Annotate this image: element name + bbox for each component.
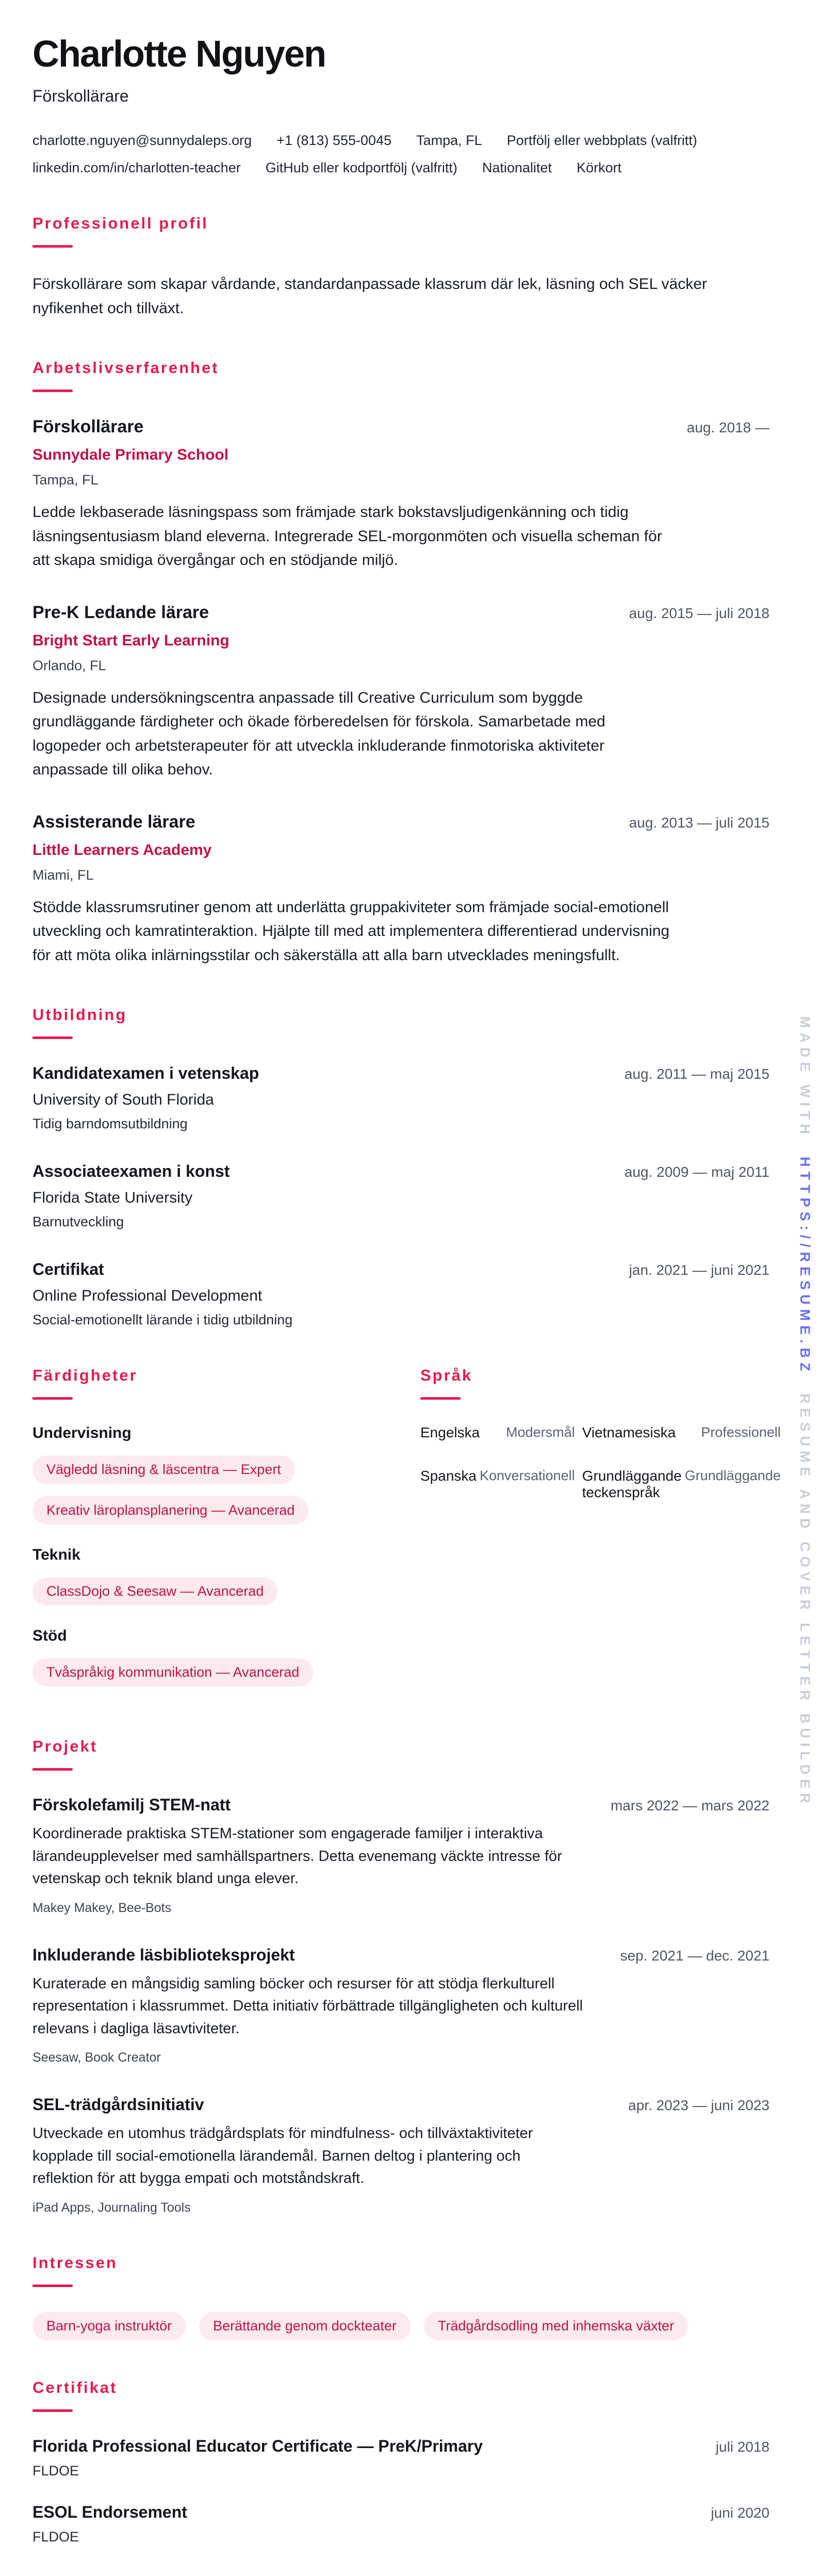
skill-group <box>32 1546 388 1606</box>
contact-row-2 <box>32 160 769 176</box>
project-tools: iPad Apps, Journaling Tools <box>32 2200 191 2215</box>
job-description: Designade undersökningscentra anpassade till Creative Curriculum som byggde grundläggande färdigheter och ökade förberedelsen för förskola. Samarbetade med logopeder och arbetsterapeuter för att utveckla inkluderande finmotoriska aktiviteter anpassade till olika behov. <box>32 689 605 778</box>
job-location: Miami, FL <box>32 867 94 883</box>
project-description: Koordinerade praktiska STEM-stationer som engagerade familjer i interaktiva lärandeupplevelser med samhällspartners. Detta evenemang väckte intresse för vetenskap och teknik bland unga elever. <box>32 1825 562 1887</box>
watermark-made-with: MADE WITH <box>797 1016 813 1139</box>
skill-pill: Vägledd läsning & läscentra — Expert <box>32 1455 295 1484</box>
project-title: Förskolefamilj STEM-natt <box>32 1795 231 1814</box>
project-dates: mars 2022 — mars 2022 <box>610 1797 769 1813</box>
section-rule <box>32 245 73 248</box>
project-dates: apr. 2023 — juni 2023 <box>628 2097 769 2113</box>
job-company-link[interactable]: Sunnydale Primary School <box>32 446 229 463</box>
certificate-name: Florida Professional Educator Certificate — PreK/Primary <box>32 2436 483 2455</box>
certificate-issuer: FLDOE <box>32 2529 79 2545</box>
job-company-link[interactable]: Bright Start Early Learning <box>32 631 230 649</box>
section-profile <box>32 214 769 320</box>
project-description: Utveckade en utomhus trädgårdsplats för mindfulness- och tillväxtaktiviteter kopplade till social-emotionella lärandemål. Barnen deltog i plantering och reflektion för att bygga empati och motståndskraft. <box>32 2125 533 2186</box>
watermark-tagline: RESUME AND COVER LETTER BUILDER <box>797 1393 813 1808</box>
degree-title: Associateexamen i konst <box>32 1162 230 1180</box>
location-text: Tampa, FL <box>416 133 482 148</box>
education-entry <box>32 1260 769 1328</box>
field-of-study: Social-emotionellt lärande i tidig utbildning <box>32 1312 293 1327</box>
skill-pill: Kreativ läroplansplanering — Avancerad <box>32 1496 308 1525</box>
section-projects <box>32 1737 769 2215</box>
project-title: SEL-trädgårdsinitiativ <box>32 2095 204 2114</box>
certificate-date: juli 2018 <box>715 2438 769 2455</box>
project-description: Kuraterade en mångsidig samling böcker och resurser för att stödja flerkulturell representation i klassrummet. Detta initiativ förbättrade tillgängligheten och kulturell relevans i dagliga läsavtiviteter. <box>32 1975 583 2037</box>
section-rule <box>32 2285 73 2287</box>
language-name: Engelska <box>420 1424 480 1440</box>
skill-group <box>32 1627 388 1687</box>
skill-group-label: Stöd <box>32 1627 67 1644</box>
job-company-link[interactable]: Little Learners Academy <box>32 841 212 858</box>
language-item <box>582 1468 781 1501</box>
language-level: Grundläggande <box>684 1468 781 1483</box>
skill-pill: ClassDojo & Seesaw — Avancerad <box>32 1577 277 1606</box>
section-rule <box>420 1397 461 1400</box>
school-name: Online Professional Development <box>32 1287 263 1304</box>
job-description: Ledde lekbaserade läsningspass som främjade stark bokstavsljudigenkänning och tidig läsningsentusiasm bland eleverna. Integrerade SEL-morgonmöten och visuella scheman för att skapa smidiga övergångar och en stödjande miljö. <box>32 504 662 569</box>
education-dates: aug. 2009 — maj 2011 <box>624 1164 769 1180</box>
section-title-profile: Professionell profil <box>32 214 208 232</box>
section-experience <box>32 359 769 967</box>
drivers-license-placeholder: Körkort <box>576 160 621 175</box>
field-of-study: Barnutveckling <box>32 1214 124 1229</box>
school-name: Florida State University <box>32 1189 193 1206</box>
education-dates: aug. 2011 — maj 2015 <box>624 1066 769 1082</box>
resume-header <box>32 33 769 176</box>
certificate-entry <box>32 2503 769 2545</box>
section-rule <box>32 2409 73 2412</box>
job-entry <box>32 603 769 782</box>
interest-pill: Berättande genom dockteater <box>199 2312 411 2340</box>
project-tools: Makey Makey, Bee-Bots <box>32 1900 172 1915</box>
skill-group-label: Undervisning <box>32 1424 132 1441</box>
section-title-certificates: Certifikat <box>32 2378 118 2396</box>
degree-title: Kandidatexamen i vetenskap <box>32 1064 259 1082</box>
education-entry <box>32 1064 769 1132</box>
linkedin-link[interactable]: linkedin.com/in/charlotten-teacher <box>32 160 241 175</box>
section-rule <box>32 1768 73 1771</box>
job-location: Tampa, FL <box>32 472 99 488</box>
contact-row-1 <box>32 133 769 149</box>
interest-pill-row <box>32 2312 769 2340</box>
skills-languages-row <box>32 1366 781 1699</box>
language-item <box>420 1424 575 1441</box>
job-dates: aug. 2015 — juli 2018 <box>629 605 769 621</box>
language-level: Professionell <box>701 1424 781 1440</box>
skill-group <box>32 1424 388 1525</box>
language-level: Modersmål <box>506 1424 575 1440</box>
section-interests <box>32 2254 769 2340</box>
job-title: Assisterande lärare <box>32 812 195 832</box>
job-description: Stödde klassrumsrutiner genom att underlätta gruppakiviteter som främjade social-emotionell utveckling och kamratinteraktion. Hjälpte till med att implementera differentierad undervisning för att möta olika inlärningsstilar och säkerställa att alla barn utvecklades meningsfullt. <box>32 898 670 964</box>
section-languages <box>420 1366 781 1699</box>
watermark <box>797 1016 813 1817</box>
job-entry <box>32 417 769 573</box>
job-location: Orlando, FL <box>32 657 106 673</box>
language-level: Konversationell <box>479 1468 575 1483</box>
nationality-placeholder: Nationalitet <box>482 160 552 175</box>
language-name: Grundläggande teckenspråk <box>582 1468 682 1500</box>
job-dates: aug. 2013 — juli 2015 <box>629 814 769 831</box>
language-item <box>420 1468 575 1501</box>
section-rule <box>32 1397 73 1400</box>
section-title-experience: Arbetslivserfarenhet <box>32 359 219 377</box>
section-title-interests: Intressen <box>32 2253 118 2272</box>
project-tools: Seesaw, Book Creator <box>32 2050 161 2065</box>
section-rule <box>32 390 73 392</box>
certificate-issuer: FLDOE <box>32 2462 79 2478</box>
section-education <box>32 1006 769 1328</box>
candidate-headline: Förskollärare <box>32 87 129 105</box>
language-name: Vietnamesiska <box>582 1424 676 1440</box>
section-title-languages: Språk <box>420 1366 473 1384</box>
section-title-education: Utbildning <box>32 1006 127 1024</box>
project-entry <box>32 1946 769 2066</box>
certificate-entry <box>32 2437 769 2479</box>
skill-group-label: Teknik <box>32 1546 80 1563</box>
field-of-study: Tidig barndomsutbildning <box>32 1116 188 1131</box>
job-dates: aug. 2018 — <box>686 419 769 435</box>
section-title-projects: Projekt <box>32 1737 98 1755</box>
project-entry <box>32 2095 769 2215</box>
job-title: Pre-K Ledande lärare <box>32 602 209 622</box>
section-rule <box>32 1036 73 1039</box>
skill-pill: Tvåspråkig kommunikation — Avancerad <box>32 1658 313 1687</box>
candidate-name: Charlotte Nguyen <box>32 34 326 75</box>
school-name: University of South Florida <box>32 1091 214 1108</box>
education-dates: jan. 2021 — juni 2021 <box>629 1262 769 1278</box>
email-link[interactable]: charlotte.nguyen@sunnydaleps.org <box>32 133 252 148</box>
certificate-date: juni 2020 <box>711 2504 769 2521</box>
profile-text: Förskollärare som skapar vårdande, standardanpassade klassrum där lek, läsning och SEL väcker nyfikenhet och tillväxt. <box>32 276 707 317</box>
project-dates: sep. 2021 — dec. 2021 <box>620 1947 769 1964</box>
interest-pill: Trädgårdsodling med inhemska växter <box>424 2312 688 2340</box>
section-certificates <box>32 2378 769 2545</box>
section-title-skills: Färdigheter <box>32 1366 138 1384</box>
language-item <box>582 1424 781 1441</box>
certificate-name: ESOL Endorsement <box>32 2502 187 2521</box>
watermark-url-link[interactable]: HTTPS://RESUME.BZ <box>797 1156 813 1376</box>
project-entry <box>32 1795 769 1916</box>
section-skills <box>32 1366 388 1699</box>
degree-title: Certifikat <box>32 1260 104 1278</box>
education-entry <box>32 1162 769 1230</box>
project-title: Inkluderande läsbiblioteksprojekt <box>32 1945 295 1964</box>
job-entry <box>32 812 769 968</box>
interest-pill: Barn-yoga instruktör <box>32 2312 186 2340</box>
github-placeholder[interactable]: GitHub eller kodportfölj (valfritt) <box>265 160 457 175</box>
phone-text: +1 (813) 555-0045 <box>276 133 392 148</box>
language-grid <box>420 1424 781 1501</box>
language-name: Spanska <box>420 1468 477 1484</box>
job-title: Förskollärare <box>32 417 144 436</box>
portfolio-placeholder[interactable]: Portfölj eller webbplats (valfritt) <box>506 133 697 148</box>
